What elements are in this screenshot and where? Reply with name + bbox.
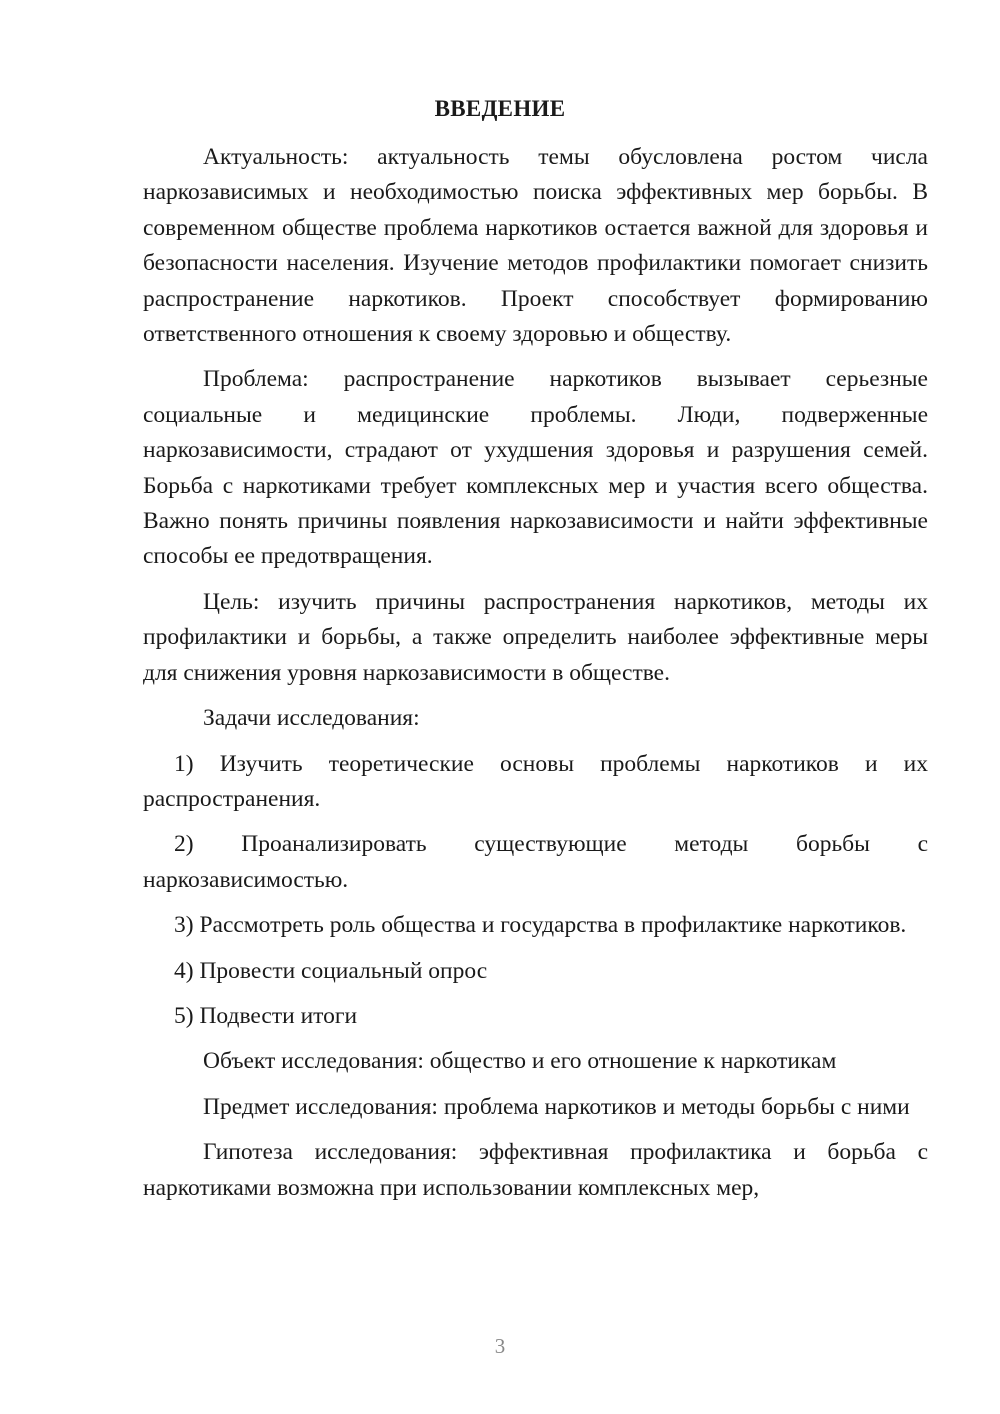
document-body <box>143 140 928 1206</box>
relevance-paragraph: Актуальность: актуальность темы обусловлена ростом числа наркозависимых и необходимостью поиска эффективных мер борьбы. В современном обществе проблема наркотиков остается важной для здоровья и безопасности населения. Изучение методов профилактики помогает снизить распространение наркотиков. Проект способствует формированию ответственного отношения к своему здоровью и обществу. <box>143 144 928 348</box>
page-number: 3 <box>494 1334 506 1358</box>
task-item: 4) Провести социальный опрос <box>174 957 488 984</box>
goal-paragraph: Цель: изучить причины распространения наркотиков, методы их профилактики и борьбы, а также определить наиболее эффективные меры для снижения уровня наркозависимости в обществе. <box>143 588 928 686</box>
task-item: 3) Рассмотреть роль общества и государства в профилактике наркотиков. <box>174 912 907 939</box>
task-item: 5) Подвести итоги <box>174 1002 358 1029</box>
task-item: 1) Изучить теоретические основы проблемы наркотиков и их распространения. <box>143 750 928 812</box>
section-title: ВВЕДЕНИЕ <box>434 96 566 121</box>
research-object: Объект исследования: общество и его отношение к наркотикам <box>203 1048 837 1075</box>
tasks-heading: Задачи исследования: <box>203 705 420 732</box>
research-hypothesis: Гипотеза исследования: эффективная профилактика и борьба с наркотиками возможна при использовании комплексных мер, <box>143 1139 928 1201</box>
research-subject: Предмет исследования: проблема наркотиков и методы борьбы с ними <box>203 1093 910 1120</box>
task-item: 2) Проанализировать существующие методы борьбы с наркозависимостью. <box>143 831 928 893</box>
problem-paragraph: Проблема: распространение наркотиков вызывает серьезные социальные и медицинские проблемы. Люди, подверженные наркозависимости, страдают от ухудшения здоровья и разрушения семей. Борьба с наркотиками требует комплексных мер и участия всего общества. Важно понять причины появления наркозависимости и найти эффективные способы ее предотвращения. <box>143 366 928 570</box>
